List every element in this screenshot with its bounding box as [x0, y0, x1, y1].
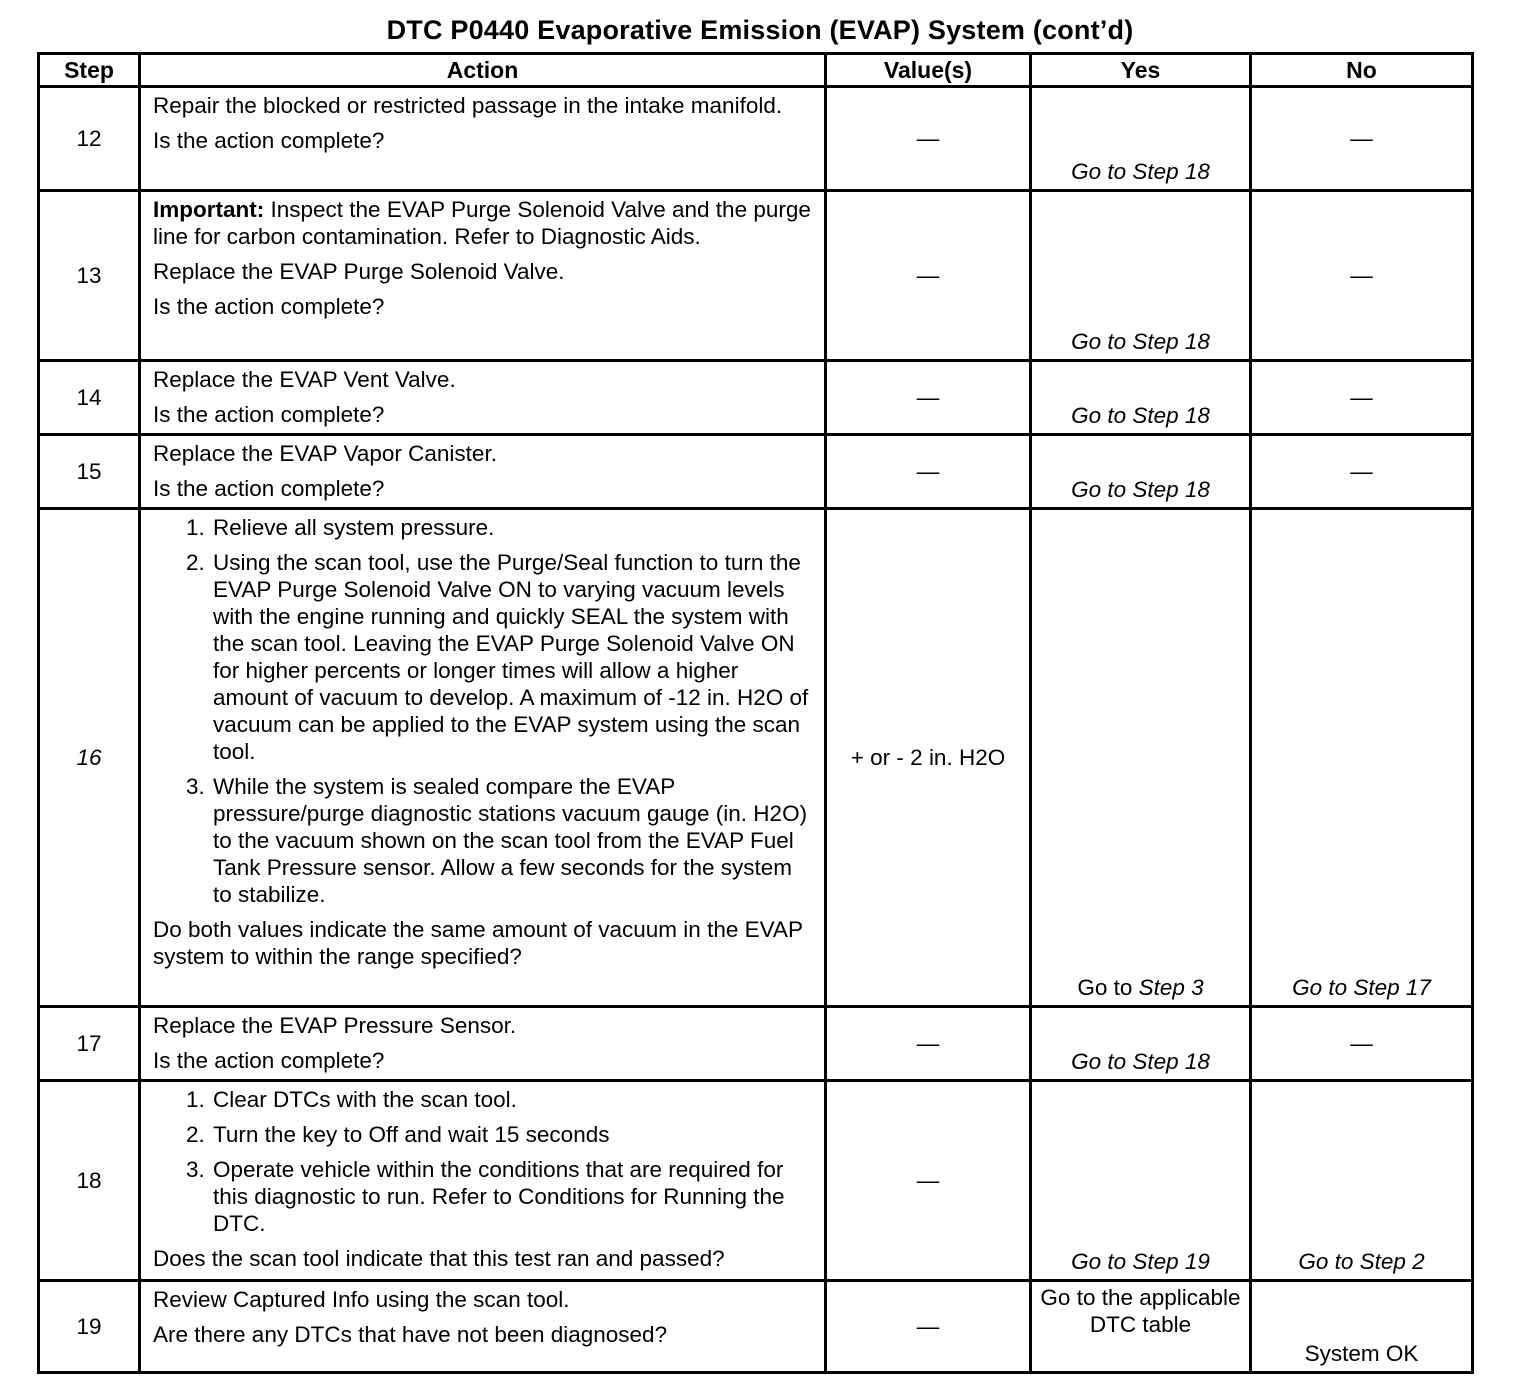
- yes-cell: Go to Step 18: [1031, 435, 1251, 509]
- action-text: Repair the blocked or restricted passage in the intake manifold.: [153, 93, 783, 118]
- yes-step: Step 3: [1138, 975, 1204, 1000]
- page-title: DTC P0440 Evaporative Emission (EVAP) System (cont’d): [386, 15, 1134, 45]
- table-row: [39, 509, 1473, 1007]
- table-row: [39, 361, 1473, 435]
- value-cell: —: [826, 191, 1031, 361]
- step-number: 17: [39, 1007, 140, 1081]
- diagnostic-table: [37, 52, 1474, 1374]
- value-cell: —: [826, 1007, 1031, 1081]
- no-cell: —: [1251, 1007, 1473, 1081]
- table-row: [39, 87, 1473, 191]
- value-cell: —: [826, 435, 1031, 509]
- action-text: Replace the EVAP Vent Valve.: [153, 367, 456, 392]
- value-cell: —: [826, 1081, 1031, 1281]
- step-number: 16: [39, 509, 140, 1007]
- step-number: 19: [39, 1281, 140, 1373]
- no-cell: —: [1251, 435, 1473, 509]
- yes-cell: Go to Step 18: [1031, 191, 1251, 361]
- yes-cell: [1031, 509, 1251, 1007]
- action-cell: [140, 361, 826, 435]
- action-question: Is the action complete?: [153, 476, 385, 501]
- action-cell: [140, 87, 826, 191]
- procedure-list: [153, 1086, 816, 1237]
- list-item: 1. Clear DTCs with the scan tool.: [211, 1086, 816, 1113]
- yes-cell: Go to the applicable DTC table: [1031, 1281, 1251, 1373]
- no-cell: System OK: [1251, 1281, 1473, 1373]
- no-cell: Go to Step 17: [1251, 509, 1473, 1007]
- step-number: 18: [39, 1081, 140, 1281]
- no-cell: —: [1251, 191, 1473, 361]
- table-row: [39, 1007, 1473, 1081]
- procedure-list: [153, 514, 816, 908]
- important-text: Inspect the EVAP Purge Solenoid Valve and the purge line for carbon contamination. Refer to Diagnostic Aids.: [153, 197, 811, 249]
- action-question: Are there any DTCs that have not been diagnosed?: [153, 1322, 668, 1347]
- no-cell: Go to Step 2: [1251, 1081, 1473, 1281]
- yes-cell: Go to Step 18: [1031, 361, 1251, 435]
- action-question: Do both values indicate the same amount of vacuum in the EVAP system to within the range specified?: [153, 917, 803, 969]
- header-action: Action: [140, 54, 826, 87]
- action-question: Is the action complete?: [153, 1048, 385, 1073]
- value-cell: —: [826, 87, 1031, 191]
- important-note: [153, 196, 816, 250]
- table-row: [39, 191, 1473, 361]
- action-text: Replace the EVAP Purge Solenoid Valve.: [153, 259, 565, 284]
- table-row: [39, 1081, 1473, 1281]
- action-cell: [140, 435, 826, 509]
- header-step: Step: [39, 54, 140, 87]
- action-question: Is the action complete?: [153, 128, 385, 153]
- action-question: Is the action complete?: [153, 294, 385, 319]
- important-label: Important:: [153, 197, 265, 222]
- step-number: 15: [39, 435, 140, 509]
- table-row: [39, 1281, 1473, 1373]
- action-cell: [140, 1007, 826, 1081]
- yes-cell: Go to Step 18: [1031, 87, 1251, 191]
- step-number: 13: [39, 191, 140, 361]
- header-yes: Yes: [1031, 54, 1251, 87]
- yes-prefix: Go to: [1077, 975, 1139, 1000]
- list-item: 2. Turn the key to Off and wait 15 seconds: [211, 1121, 816, 1148]
- list-item: 1. Relieve all system pressure.: [211, 514, 816, 541]
- step-number: 12: [39, 87, 140, 191]
- list-item: 2. Using the scan tool, use the Purge/Seal function to turn the EVAP Purge Solenoid Valve ON to varying vacuum levels with the engine running and quickly SEAL the system with the scan tool. Leaving the EVAP Purge Solenoid Valve ON for higher percents or longer times will allow a higher amount of vacuum to develop. A maximum of -12 in. H2O of vacuum can be applied to the EVAP system using the scan tool.: [211, 549, 816, 765]
- value-cell: —: [826, 361, 1031, 435]
- action-cell: [140, 509, 826, 1007]
- list-item: 3. While the system is sealed compare the EVAP pressure/purge diagnostic stations vacuum gauge (in. H2O) to the vacuum shown on the scan tool from the EVAP Fuel Tank Pressure sensor. Allow a few seconds for the system to stabilize.: [211, 773, 816, 908]
- list-item: 3. Operate vehicle within the conditions that are required for this diagnostic to run. Refer to Conditions for Running the DTC.: [211, 1156, 816, 1237]
- action-cell: [140, 1281, 826, 1373]
- value-cell: + or - 2 in. H2O: [826, 509, 1031, 1007]
- action-cell: [140, 1081, 826, 1281]
- action-question: Does the scan tool indicate that this test ran and passed?: [153, 1246, 725, 1271]
- action-cell: [140, 191, 826, 361]
- no-cell: —: [1251, 87, 1473, 191]
- action-text: Review Captured Info using the scan tool.: [153, 1287, 570, 1312]
- action-text: Replace the EVAP Vapor Canister.: [153, 441, 497, 466]
- no-cell: —: [1251, 361, 1473, 435]
- value-cell: —: [826, 1281, 1031, 1373]
- action-question: Is the action complete?: [153, 402, 385, 427]
- header-no: No: [1251, 54, 1473, 87]
- action-text: Replace the EVAP Pressure Sensor.: [153, 1013, 517, 1038]
- yes-cell: Go to Step 18: [1031, 1007, 1251, 1081]
- step-number: 14: [39, 361, 140, 435]
- yes-cell: Go to Step 19: [1031, 1081, 1251, 1281]
- header-values: Value(s): [826, 54, 1031, 87]
- table-row: [39, 435, 1473, 509]
- header-row: [39, 54, 1473, 87]
